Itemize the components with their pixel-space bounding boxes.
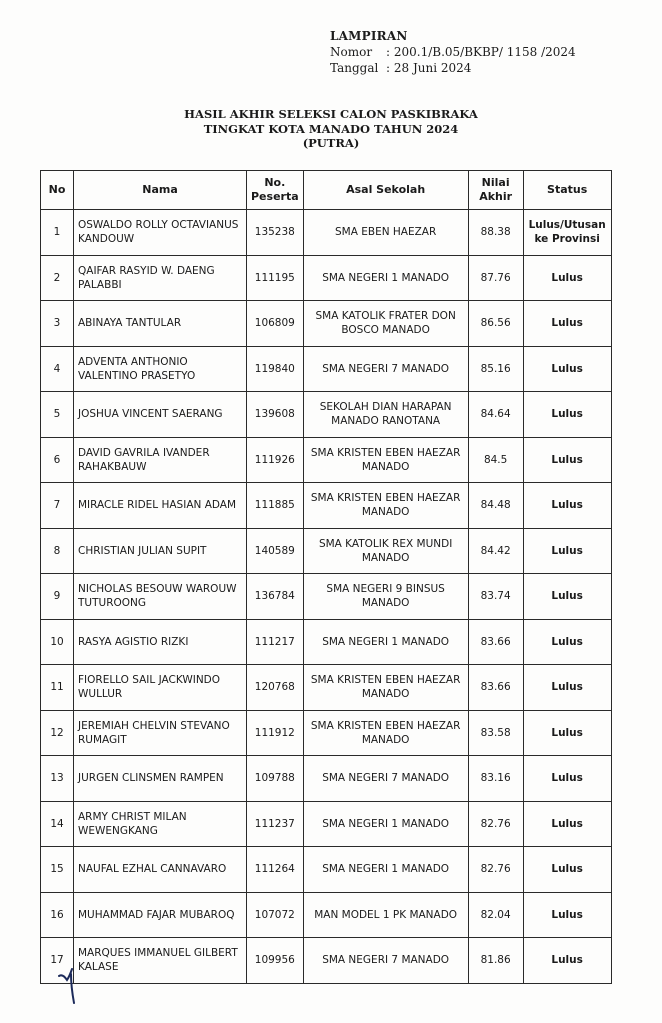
cell-nilai: 87.76 bbox=[468, 255, 523, 301]
cell-sekolah: SMA KRISTEN EBEN HAEZAR MANADO bbox=[303, 710, 468, 756]
table-row bbox=[41, 528, 612, 574]
cell-sekolah: SMA NEGERI 1 MANADO bbox=[303, 255, 468, 301]
cell-peserta: 111217 bbox=[247, 619, 304, 665]
cell-sekolah: SMA KRISTEN EBEN HAEZAR MANADO bbox=[303, 437, 468, 483]
cell-peserta: 139608 bbox=[247, 392, 304, 438]
header-peserta bbox=[247, 171, 304, 210]
title-line-2: TINGKAT KOTA MANADO TAHUN 2024 bbox=[203, 121, 459, 136]
tanggal-label: Tanggal bbox=[330, 61, 379, 75]
header-status: Status bbox=[523, 171, 611, 210]
header-sekolah: Asal Sekolah bbox=[303, 171, 468, 210]
cell-no: 3 bbox=[41, 301, 74, 347]
cell-peserta: 109956 bbox=[247, 938, 304, 984]
tanggal-row bbox=[330, 60, 576, 76]
cell-nilai: 83.74 bbox=[468, 574, 523, 620]
cell-sekolah: SMA NEGERI 1 MANADO bbox=[303, 801, 468, 847]
cell-no: 10 bbox=[41, 619, 74, 665]
document-title bbox=[0, 107, 662, 151]
cell-status: Lulus bbox=[523, 665, 611, 711]
header-nilai bbox=[468, 171, 523, 210]
nomor-row bbox=[330, 44, 576, 60]
cell-no: 11 bbox=[41, 665, 74, 711]
cell-sekolah: SMA NEGERI 7 MANADO bbox=[303, 756, 468, 802]
cell-nama: NAUFAL EZHAL CANNAVARO bbox=[74, 847, 247, 893]
cell-sekolah: SMA KRISTEN EBEN HAEZAR MANADO bbox=[303, 483, 468, 529]
cell-status: Lulus bbox=[523, 528, 611, 574]
cell-no: 5 bbox=[41, 392, 74, 438]
cell-no: 4 bbox=[41, 346, 74, 392]
cell-peserta: 106809 bbox=[247, 301, 304, 347]
cell-nilai: 86.56 bbox=[468, 301, 523, 347]
cell-status: Lulus bbox=[523, 938, 611, 984]
cell-peserta: 111264 bbox=[247, 847, 304, 893]
cell-peserta: 119840 bbox=[247, 346, 304, 392]
cell-nama: NICHOLAS BESOUW WAROUW TUTUROONG bbox=[74, 574, 247, 620]
table-row bbox=[41, 301, 612, 347]
cell-peserta: 111912 bbox=[247, 710, 304, 756]
table-header-row bbox=[41, 171, 612, 210]
table-row bbox=[41, 801, 612, 847]
nomor-label: Nomor bbox=[330, 45, 373, 59]
title-line-3: (PUTRA) bbox=[302, 136, 360, 150]
cell-nilai: 82.76 bbox=[468, 847, 523, 893]
table-row bbox=[41, 346, 612, 392]
table-row bbox=[41, 483, 612, 529]
cell-status: Lulus bbox=[523, 801, 611, 847]
cell-nama: JURGEN CLINSMEN RAMPEN bbox=[74, 756, 247, 802]
cell-sekolah: SMA KATOLIK REX MUNDI MANADO bbox=[303, 528, 468, 574]
cell-sekolah: SMA KATOLIK FRATER DON BOSCO MANADO bbox=[303, 301, 468, 347]
table-row bbox=[41, 665, 612, 711]
cell-nama: ABINAYA TANTULAR bbox=[74, 301, 247, 347]
cell-no: 2 bbox=[41, 255, 74, 301]
cell-nama: MARQUES IMMANUEL GILBERT KALASE bbox=[74, 938, 247, 984]
cell-peserta: 111885 bbox=[247, 483, 304, 529]
cell-nilai: 84.5 bbox=[468, 437, 523, 483]
cell-nama: RASYA AGISTIO RIZKI bbox=[74, 619, 247, 665]
cell-no: 15 bbox=[41, 847, 74, 893]
cell-sekolah: SMA NEGERI 1 MANADO bbox=[303, 619, 468, 665]
cell-peserta: 111237 bbox=[247, 801, 304, 847]
cell-status: Lulus bbox=[523, 346, 611, 392]
cell-nama: FIORELLO SAIL JACKWINDO WULLUR bbox=[74, 665, 247, 711]
table-row bbox=[41, 574, 612, 620]
table-row bbox=[41, 437, 612, 483]
cell-nilai: 84.42 bbox=[468, 528, 523, 574]
cell-status: Lulus bbox=[523, 892, 611, 938]
cell-nilai: 82.04 bbox=[468, 892, 523, 938]
cell-nama: OSWALDO ROLLY OCTAVIANUS KANDOUW bbox=[74, 210, 247, 256]
cell-no: 7 bbox=[41, 483, 74, 529]
cell-peserta: 111926 bbox=[247, 437, 304, 483]
cell-no: 8 bbox=[41, 528, 74, 574]
cell-status: Lulus bbox=[523, 847, 611, 893]
cell-nilai: 88.38 bbox=[468, 210, 523, 256]
cell-status: Lulus bbox=[523, 710, 611, 756]
cell-no: 1 bbox=[41, 210, 74, 256]
cell-sekolah: SMA NEGERI 1 MANADO bbox=[303, 847, 468, 893]
cell-nama: QAIFAR RASYID W. DAENG PALABBI bbox=[74, 255, 247, 301]
cell-status: Lulus bbox=[523, 574, 611, 620]
header-no: No bbox=[41, 171, 74, 210]
cell-peserta: 140589 bbox=[247, 528, 304, 574]
cell-nilai: 83.58 bbox=[468, 710, 523, 756]
table-row bbox=[41, 847, 612, 893]
lampiran-header bbox=[330, 28, 576, 76]
cell-nilai: 84.48 bbox=[468, 483, 523, 529]
cell-nama: ADVENTA ANTHONIO VALENTINO PRASETYO bbox=[74, 346, 247, 392]
tanggal-value: : 28 Juni 2024 bbox=[386, 61, 472, 75]
cell-sekolah: SEKOLAH DIAN HARAPAN MANADO RANOTANA bbox=[303, 392, 468, 438]
cell-nilai: 83.16 bbox=[468, 756, 523, 802]
table-row bbox=[41, 619, 612, 665]
table-row bbox=[41, 210, 612, 256]
cell-no: 17 bbox=[41, 938, 74, 984]
cell-nama: MUHAMMAD FAJAR MUBAROQ bbox=[74, 892, 247, 938]
cell-peserta: 120768 bbox=[247, 665, 304, 711]
cell-status: Lulus bbox=[523, 255, 611, 301]
title-line-1: HASIL AKHIR SELEKSI CALON PASKIBRAKA bbox=[184, 107, 478, 121]
cell-no: 9 bbox=[41, 574, 74, 620]
cell-nama: ARMY CHRIST MILAN WEWENGKANG bbox=[74, 801, 247, 847]
table-row bbox=[41, 255, 612, 301]
cell-sekolah: SMA NEGERI 7 MANADO bbox=[303, 346, 468, 392]
cell-nilai: 83.66 bbox=[468, 665, 523, 711]
table-row bbox=[41, 710, 612, 756]
cell-sekolah: SMA NEGERI 9 BINSUS MANADO bbox=[303, 574, 468, 620]
cell-status: Lulus bbox=[523, 619, 611, 665]
cell-nilai: 85.16 bbox=[468, 346, 523, 392]
cell-peserta: 136784 bbox=[247, 574, 304, 620]
handwritten-check-icon bbox=[58, 968, 88, 1004]
cell-no: 16 bbox=[41, 892, 74, 938]
cell-peserta: 109788 bbox=[247, 756, 304, 802]
cell-nama: DAVID GAVRILA IVANDER RAHAKBAUW bbox=[74, 437, 247, 483]
cell-peserta: 107072 bbox=[247, 892, 304, 938]
cell-sekolah: SMA NEGERI 7 MANADO bbox=[303, 938, 468, 984]
cell-nilai: 81.86 bbox=[468, 938, 523, 984]
table-row bbox=[41, 392, 612, 438]
cell-no: 12 bbox=[41, 710, 74, 756]
cell-nilai: 84.64 bbox=[468, 392, 523, 438]
cell-sekolah: MAN MODEL 1 PK MANADO bbox=[303, 892, 468, 938]
cell-sekolah: SMA EBEN HAEZAR bbox=[303, 210, 468, 256]
cell-status: Lulus/Utusan ke Provinsi bbox=[523, 210, 611, 256]
table-row bbox=[41, 938, 612, 984]
cell-sekolah: SMA KRISTEN EBEN HAEZAR MANADO bbox=[303, 665, 468, 711]
cell-status: Lulus bbox=[523, 437, 611, 483]
cell-nama: JOSHUA VINCENT SAERANG bbox=[74, 392, 247, 438]
cell-peserta: 135238 bbox=[247, 210, 304, 256]
cell-no: 13 bbox=[41, 756, 74, 802]
header-nilai-line2: Akhir bbox=[479, 190, 513, 203]
cell-no: 14 bbox=[41, 801, 74, 847]
cell-nama: JEREMIAH CHELVIN STEVANO RUMAGIT bbox=[74, 710, 247, 756]
cell-nama: MIRACLE RIDEL HASIAN ADAM bbox=[74, 483, 247, 529]
header-nilai-line1: Nilai bbox=[481, 176, 510, 189]
lampiran-title: LAMPIRAN bbox=[330, 29, 408, 43]
nomor-value: : 200.1/B.05/BKBP/ 1158 /2024 bbox=[386, 45, 576, 59]
cell-status: Lulus bbox=[523, 483, 611, 529]
cell-nilai: 82.76 bbox=[468, 801, 523, 847]
cell-peserta: 111195 bbox=[247, 255, 304, 301]
results-table bbox=[40, 170, 612, 984]
cell-status: Lulus bbox=[523, 756, 611, 802]
cell-nilai: 83.66 bbox=[468, 619, 523, 665]
cell-nama: CHRISTIAN JULIAN SUPIT bbox=[74, 528, 247, 574]
header-nama: Nama bbox=[74, 171, 247, 210]
cell-no: 6 bbox=[41, 437, 74, 483]
header-peserta-line2: Peserta bbox=[251, 190, 299, 203]
cell-status: Lulus bbox=[523, 301, 611, 347]
cell-status: Lulus bbox=[523, 392, 611, 438]
table-row bbox=[41, 756, 612, 802]
table-row bbox=[41, 892, 612, 938]
header-peserta-line1: No. bbox=[264, 176, 286, 189]
